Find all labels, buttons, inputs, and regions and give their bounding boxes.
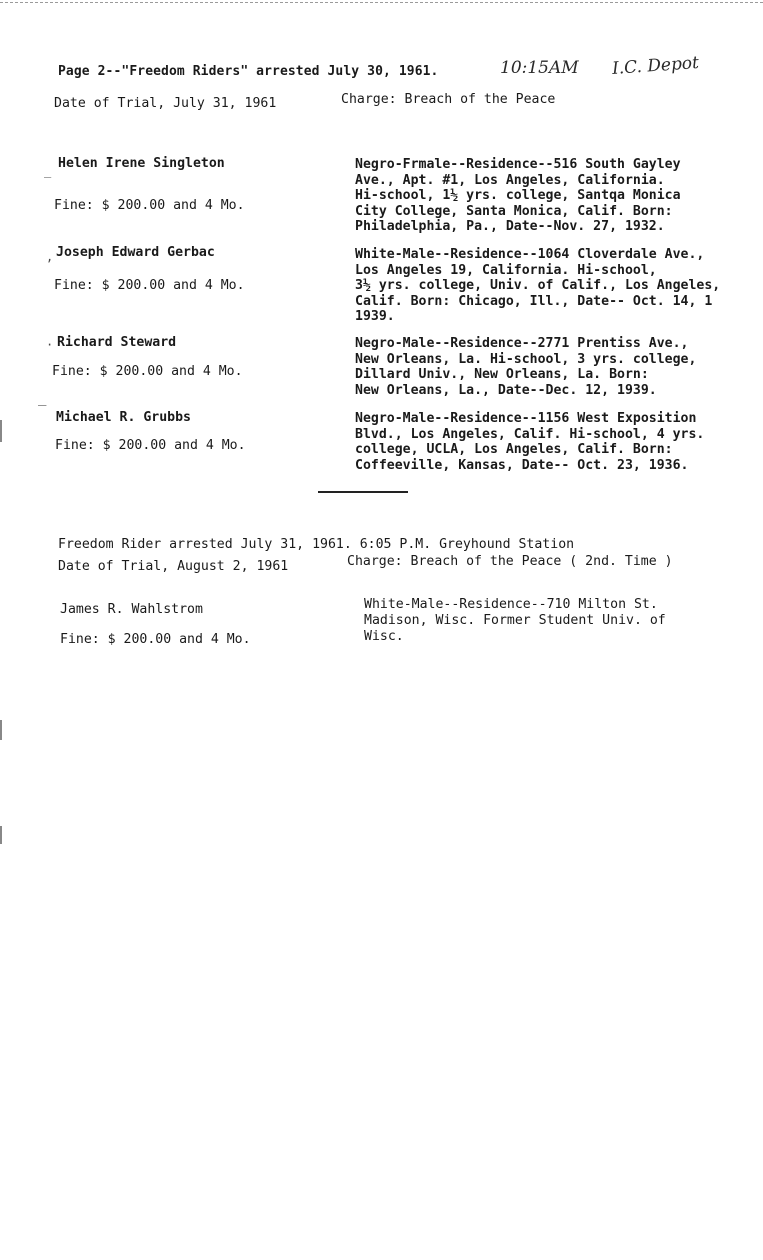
record-name: Helen Irene Singleton xyxy=(58,156,225,171)
record-name: Michael R. Grubbs xyxy=(56,410,191,425)
description-line: White-Male--Residence--1064 Cloverdale Ave., xyxy=(355,247,705,262)
trial-date: Date of Trial, July 31, 1961 xyxy=(54,96,277,111)
description-line: New Orleans, La., Date--Dec. 12, 1939. xyxy=(355,382,657,398)
section2-arrest-line: Freedom Rider arrested July 31, 1961. 6:05 P.M. Greyhound Station xyxy=(58,537,575,552)
description-line: City College, Santa Monica, Calif. Born: xyxy=(355,203,673,219)
section2-description xyxy=(364,597,666,645)
description-line: 1939. xyxy=(355,309,395,324)
section2-trial-date: Date of Trial, August 2, 1961 xyxy=(58,559,289,574)
top-perforation-line xyxy=(0,2,763,3)
scan-edge-artifact xyxy=(0,826,2,844)
record-name: Richard Steward xyxy=(57,335,177,350)
description-line: Calif. Born: Chicago, Ill., Date-- Oct. 14, 1 xyxy=(355,293,713,309)
description-line: 3½ yrs. college, Univ. of Calif., Los Angeles, xyxy=(355,278,721,293)
description-line: Negro-Frmale--Residence--516 South Gayley xyxy=(355,157,681,172)
description-line: Blvd., Los Angeles, Calif. Hi-school, 4 yrs. xyxy=(355,426,705,442)
section2-fine: Fine: $ 200.00 and 4 Mo. xyxy=(60,632,251,647)
section2-name: James R. Wahlstrom xyxy=(60,602,203,617)
pencil-tick-mark: ‾ xyxy=(38,404,47,420)
description-line: Hi-school, 1½ yrs. college, Santqa Monica xyxy=(355,188,681,203)
record-description xyxy=(355,247,720,325)
record-fine: Fine: $ 200.00 and 4 Mo. xyxy=(55,438,246,453)
record-description xyxy=(355,157,681,235)
pencil-tick-mark: _ xyxy=(44,164,52,178)
description-line: White-Male--Residence--710 Milton St. xyxy=(364,597,658,612)
description-line: Coffeeville, Kansas, Date-- Oct. 23, 1936. xyxy=(355,457,689,473)
page-title: Page 2--"Freedom Riders" arrested July 30, 1961. xyxy=(58,64,439,79)
charge: Charge: Breach of the Peace xyxy=(341,92,556,107)
scan-edge-artifact xyxy=(0,420,2,442)
record-name: Joseph Edward Gerbac xyxy=(56,245,215,260)
record-description xyxy=(355,411,704,473)
record-description xyxy=(355,336,696,398)
handwritten-depot-note: I.C. Depot xyxy=(611,52,700,80)
description-line: Los Angeles 19, California. Hi-school, xyxy=(355,262,657,278)
pencil-tick-mark: , xyxy=(46,250,54,264)
description-line: New Orleans, La. Hi-school, 3 yrs. college, xyxy=(355,351,697,367)
description-line: Philadelphia, Pa., Date--Nov. 27, 1932. xyxy=(355,219,665,234)
handwritten-time: 10:15AM xyxy=(500,58,579,78)
description-line: Negro-Male--Residence--2771 Prentiss Ave., xyxy=(355,336,689,351)
pencil-tick-mark: · xyxy=(46,338,54,352)
description-line: Wisc. xyxy=(364,629,404,644)
scan-edge-artifact xyxy=(0,720,2,740)
section2-charge: Charge: Breach of the Peace ( 2nd. Time ) xyxy=(347,554,673,569)
description-line: Madison, Wisc. Former Student Univ. of xyxy=(364,613,666,628)
description-line: Dillard Univ., New Orleans, La. Born: xyxy=(355,367,649,382)
description-line: Ave., Apt. #1, Los Angeles, California. xyxy=(355,172,665,188)
record-fine: Fine: $ 200.00 and 4 Mo. xyxy=(54,198,245,213)
record-fine: Fine: $ 200.00 and 4 Mo. xyxy=(54,278,245,293)
record-fine: Fine: $ 200.00 and 4 Mo. xyxy=(52,364,243,379)
description-line: college, UCLA, Los Angeles, Calif. Born: xyxy=(355,442,673,457)
description-line: Negro-Male--Residence--1156 West Exposition xyxy=(355,411,697,426)
section-divider xyxy=(318,491,408,493)
